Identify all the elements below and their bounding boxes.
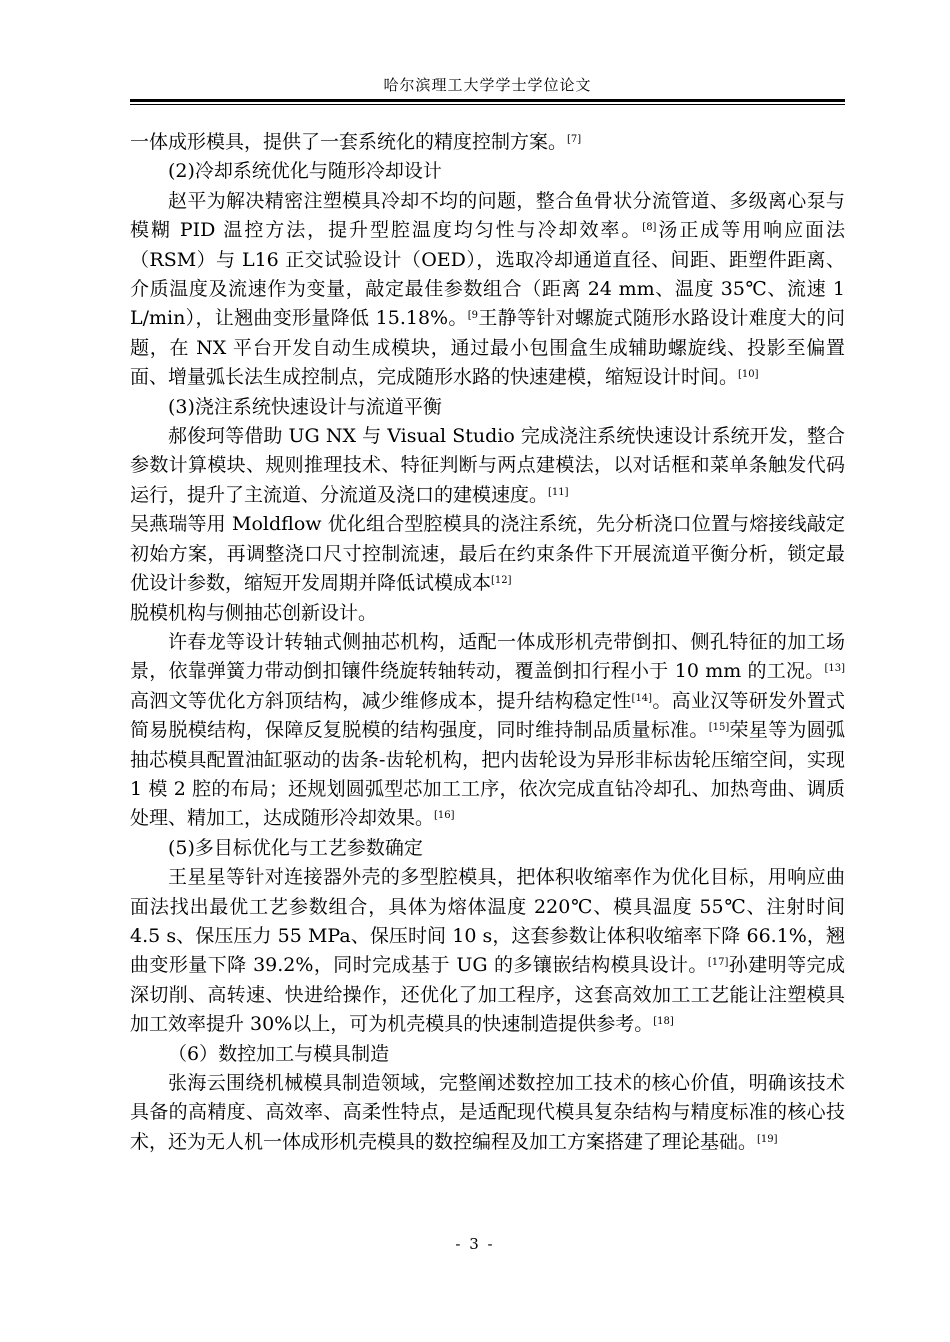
citation: [9 [467,310,479,322]
paragraph-optimization: 王星星等针对连接器外壳的多型腔模具，把体积收缩率作为优化目标，用响应曲面法找出最优工艺参数组合，具体为熔体温度 220℃、模具温度 55℃、注射时间 4.5 s、保压压力 55 MPa、保压时间 10 s，这套参数让体积收缩率下降 66.1%，翘曲变形量下降 39.2%，同时完成基于 UG 的多镶嵌结构模具设计。[17]孙建明等完成深切削、高转速、快进给操作，还优化了加工程序，这套高效加工工艺能让注塑模具加工效率提升 30%以上，可为机壳模具的快速制造提供参考。[18] [130,866,845,1036]
citation: [8] [642,222,657,234]
subheading-optimization: (5)多目标优化与工艺参数确定 [168,836,423,859]
page-number: - 3 - [455,1235,495,1253]
citation: [13] [824,663,845,675]
citation: [16] [434,810,455,822]
citation: [7] [567,134,582,145]
citation: [14] [631,692,653,704]
citation: [10] [738,369,759,381]
paragraph-continuation: 一体成形模具，提供了一套系统化的精度控制方案。[7] [130,131,582,153]
paragraph-moldflow: 吴燕瑞等用 Moldflow 优化组合型腔模具的浇注系统，先分析浇口位置与熔接线敲定初始方案，再调整浇口尺寸控制流速，最后在约束条件下开展流道平衡分析，锁定最优设计参数，缩短开发周期并降低试模成本[12] [130,513,845,595]
body-text [130,128,845,1157]
citation: [18] [653,1016,674,1028]
paragraph-cooling: 赵平为解决精密注塑模具冷却不均的问题，整合鱼骨状分流管道、多级离心泵与模糊 PID 温控方法，提升型腔温度均匀性与冷却效率。[8]汤正成等用响应面法（RSM）与 L16 正交试验设计（OED），选取冷却通道直径、间距、距塑件距离、介质温度及流速作为变量，敲定最佳参数组合（距离 24 mm、温度 35℃、流速 1 L/min），让翘曲变形量降低 15.18%。$^{[9}$王静等针对螺旋式随形水路设计难度大的问题，在 NX 平台开发自动生成模块，通过最小包围盒生成辅助螺旋线、投影至偏置面、增量弧长法生成控制点，完成随形水路的快速建模，缩短设计时间。[10] [130,189,845,389]
subheading-cnc: （6）数控加工与模具制造 [168,1042,390,1065]
citation: [19] [757,1133,778,1145]
subheading-gating: (3)浇注系统快速设计与流道平衡 [168,395,442,418]
paragraph-gating: 郝俊珂等借助 UG NX 与 Visual Studio 完成浇注系统快速设计系统开发，整合参数计算模块、规则推理技术、特征判断与两点建模法，以对话框和菜单条触发代码运行，提升了主流道、分流道及浇口的建模速度。[11] [130,425,845,506]
header-rule-thin [130,104,845,105]
paragraph-cnc: 张海云围绕机械模具制造领域，完整阐述数控加工技术的核心价值，明确该技术具备的高精度、高效率、高柔性特点，是适配现代模具复杂结构与精度标准的核心技术，还为无人机一体成形机壳模具的数控编程及加工方案搭建了理论基础。[19] [130,1072,845,1153]
citation: [12] [491,575,512,587]
citation: [11] [548,486,569,498]
citation: [15] [708,722,730,734]
running-header: 哈尔滨理工大学学士学位论文 [383,76,592,94]
paragraph-ejection: 许春龙等设计转轴式侧抽芯机构，适配一体成形机壳带倒扣、侧孔特征的加工场景，依靠弹簧力带动倒扣镶件绕旋转轴转动，覆盖倒扣行程小于 10 mm 的工况。[13]高泗文等优化方斜顶结构，减少维修成本，提升结构稳定性[14]。高业汉等研发外置式简易脱模结构，保障反复脱模的结构强度，同时维持制品质量标准。[15]荣星等为圆弧抽芯模具配置油缸驱动的齿条-齿轮机构，把内齿轮设为异形非标齿轮压缩空间，实现 1 模 2 腔的布局；还规划圆弧型芯加工工序，依次完成直钻冷却孔、加热弯曲、调质处理、精加工，达成随形冷却效果。[16] [130,630,845,830]
header-rule-thick [130,99,845,102]
subheading-ejection: 脱模机构与侧抽芯创新设计。 [130,601,378,624]
subheading-cooling: (2)冷却系统优化与随形冷却设计 [168,160,442,183]
citation: [17] [707,957,729,969]
